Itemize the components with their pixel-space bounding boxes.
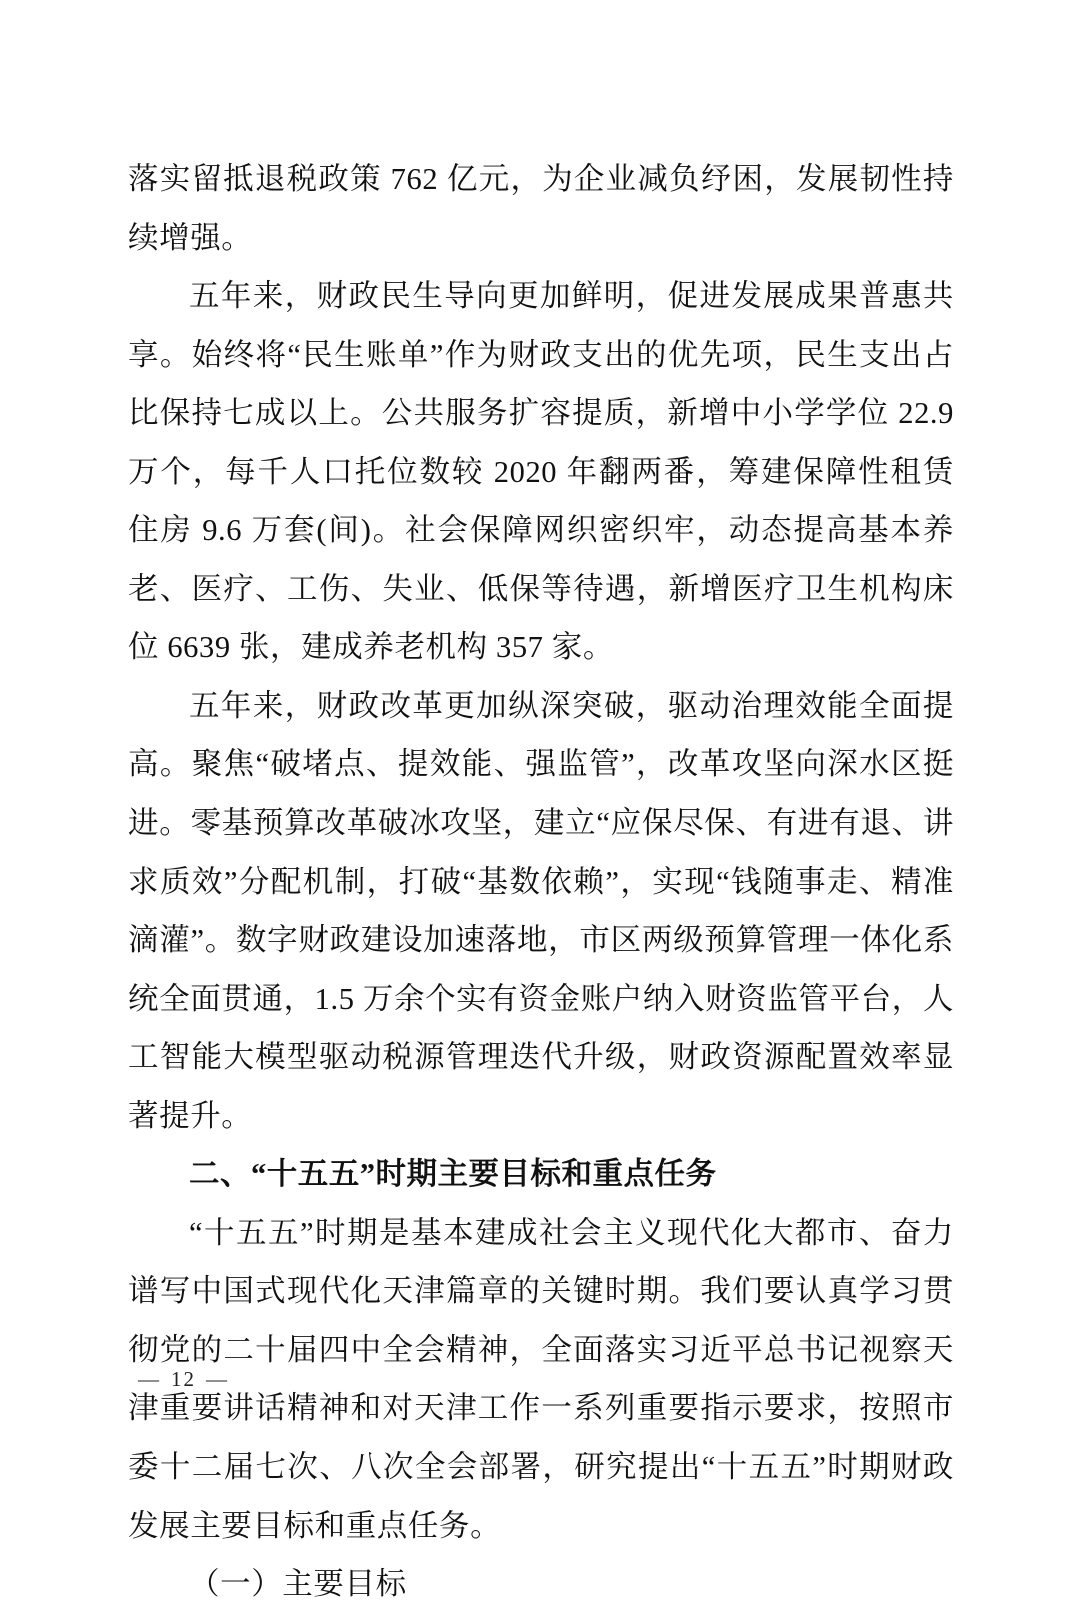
paragraph: 落实留抵退税政策 762 亿元，为企业减负纾困，发展韧性持续增强。 bbox=[128, 162, 954, 255]
paragraph: 五年来，财政改革更加纵深突破，驱动治理效能全面提高。聚焦“破堵点、提效能、强监管”，改革攻坚向深水区挺进。零基预算改革破冰攻坚，建立“应保尽保、有进有退、讲求质效”分配机制，打破“基数依赖”，实现“钱随事走、精准滴灌”。数字财政建设加速落地，市区两级预算管理一体化系统全面贯通，1.5 万余个实有资金账户纳入财资监管平台，人工智能大模型驱动税源管理迭代升级，财政资源配置效率显著提升。 bbox=[128, 688, 954, 1133]
page-number: 12 bbox=[171, 1367, 196, 1391]
footer-right-dash: — bbox=[206, 1367, 229, 1391]
paragraph: “十五五”时期是基本建成社会主义现代化大都市、奋力谱写中国式现代化天津篇章的关键时期。我们要认真学习贯彻党的二十届四中全会精神，全面落实习近平总书记视察天津重要讲话精神和对天津工作一系列重要指示要求，按照市委十二届七次、八次全会部署，研究提出“十五五”时期财政发展主要目标和重点任务。 bbox=[128, 1215, 954, 1543]
subsection-heading: （一）主要目标 bbox=[189, 1567, 407, 1602]
page-footer bbox=[128, 1367, 948, 1392]
section-heading: 二、“十五五”时期主要目标和重点任务 bbox=[189, 1157, 717, 1192]
footer-left-dash: — bbox=[138, 1367, 161, 1391]
document-body bbox=[128, 150, 954, 1614]
paragraph: 五年来，财政民生导向更加鲜明，促进发展成果普惠共享。始终将“民生账单”作为财政支出的优先项，民生支出占比保持七成以上。公共服务扩容提质，新增中小学学位 22.9 万个，每千人口托位数较 2020 年翻两番，筹建保障性租赁住房 9.6 万套(间)。社会保障网织密织牢，动态提高基本养老、医疗、工伤、失业、低保等待遇，新增医疗卫生机构床位 6639 张，建成养老机构 357 家。 bbox=[128, 279, 954, 665]
